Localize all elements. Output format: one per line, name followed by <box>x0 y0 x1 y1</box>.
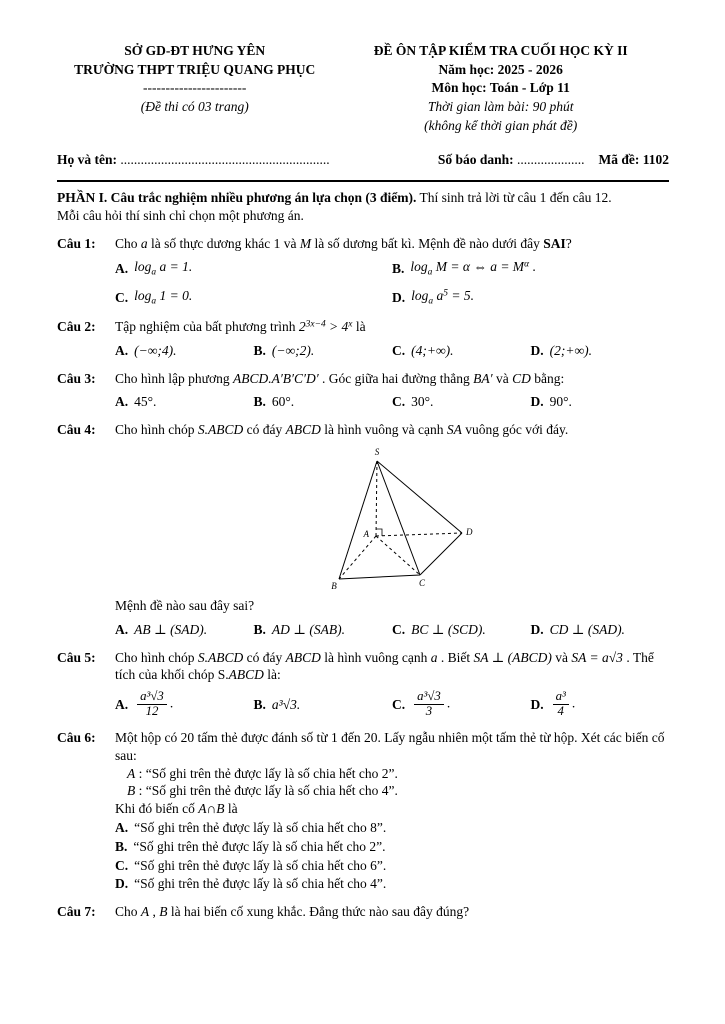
header-divider-dashes: ----------------------- <box>142 80 247 96</box>
part1-heading-line2: Mỗi câu hỏi thí sinh chỉ chọn một phương án. <box>57 207 304 223</box>
option-label: A. <box>115 342 129 358</box>
question-1 <box>57 235 669 308</box>
question-5-number: Câu 5: <box>57 649 96 665</box>
vertex-label-a: A <box>363 528 369 539</box>
q6-option-c <box>115 857 669 875</box>
option-text: $\log_a 1 = 0$. <box>134 288 193 307</box>
option-text: AD ⊥ (SAB). <box>271 621 345 637</box>
option-text: 90°. <box>549 394 572 410</box>
question-6-number: Câu 6: <box>57 729 96 745</box>
option-text: (−∞;2). <box>271 342 315 358</box>
q6-option-a <box>115 819 669 837</box>
part1-heading <box>57 189 669 225</box>
option-text: $\log_a a = 1$. <box>134 259 193 278</box>
candidate-number-label: Số báo danh: <box>437 152 514 168</box>
question-1-options <box>115 258 669 308</box>
option-text: 30°. <box>411 394 434 410</box>
question-6-subtext: Khi đó biến cố A∩B là <box>115 801 238 817</box>
school-year: Năm học: 2025 - 2026 <box>438 61 563 77</box>
q6-option-b <box>115 838 669 856</box>
question-4-subtext: Mệnh đề nào sau đây sai? <box>115 597 255 613</box>
vertex-label-b: B <box>331 580 337 591</box>
option-text: (−∞;4). <box>134 342 177 358</box>
option-text: $\frac{\text{a³√3}}{12}$ . <box>134 690 173 719</box>
option-label: D. <box>392 289 406 305</box>
option-label: A. <box>115 621 129 637</box>
name-dotted-line: .............................................................. <box>120 152 330 168</box>
question-7 <box>57 903 669 921</box>
q2-option-c <box>392 342 531 360</box>
question-1-number: Câu 1: <box>57 235 96 251</box>
question-3-options <box>115 393 669 411</box>
candidate-number-dotted-line: .................... <box>517 152 585 168</box>
school-name: TRƯỜNG THPT TRIỆU QUANG PHỤC <box>74 61 316 77</box>
option-text: AB ⊥ (SAD). <box>134 621 208 637</box>
right-angle-marker <box>376 529 382 536</box>
pyramid-solid-edges <box>339 461 462 579</box>
duration-note: (không kể thời gian phát đề) <box>424 117 578 133</box>
option-label: B. <box>253 342 266 358</box>
option-text: (2;+∞). <box>549 342 592 358</box>
q2-option-b <box>254 342 393 360</box>
option-text: (4;+∞). <box>411 342 454 358</box>
pyramid-dashed-edges <box>339 461 462 579</box>
info-right <box>438 151 669 169</box>
q4-option-b <box>254 621 393 639</box>
option-text: “Số ghi trên thẻ được lấy là số chia hết cho 8”. <box>134 819 387 835</box>
option-text: BC ⊥ (SCD). <box>411 621 486 637</box>
subject-line: Môn học: Toán - Lớp 11 <box>431 80 570 96</box>
option-text: $\log_a a^5 = 5$. <box>411 288 474 307</box>
option-label: B. <box>253 394 266 410</box>
exam-header <box>57 42 669 135</box>
option-label: B. <box>253 696 266 712</box>
vertex-label-d: D <box>466 526 473 537</box>
question-4-text: Cho hình chóp S.ABCD có đáy ABCD là hình vuông và cạnh SA vuông góc với đáy. <box>115 422 569 438</box>
q4-option-a <box>115 621 254 639</box>
option-label: B. <box>115 838 128 854</box>
question-6 <box>57 729 669 893</box>
option-label: C. <box>392 621 406 637</box>
q5-option-b <box>254 690 393 719</box>
option-text: CD ⊥ (SAD). <box>549 621 625 637</box>
question-5-body <box>115 649 669 719</box>
option-label: D. <box>530 621 544 637</box>
question-3-number: Câu 3: <box>57 370 96 386</box>
option-label: D. <box>530 342 544 358</box>
option-label: A. <box>115 260 129 276</box>
option-label: A. <box>115 819 129 835</box>
question-5-options <box>115 690 669 719</box>
option-label: D. <box>530 696 544 712</box>
q1-option-c <box>115 287 392 308</box>
q4-option-d <box>531 621 670 639</box>
q5-option-c <box>392 690 531 719</box>
option-label: C. <box>115 857 129 873</box>
header-right <box>332 42 669 135</box>
question-6-event-a: A : “Số ghi trên thẻ được lấy là số chia hết cho 2”. <box>127 765 398 781</box>
candidate-number-field <box>438 151 585 169</box>
option-text: $\frac{\text{a³}}{4}$ . <box>550 690 576 719</box>
part1-heading-normal: Thí sinh trả lời từ câu 1 đến câu 12. <box>416 189 612 205</box>
question-6-event-b: B : “Số ghi trên thẻ được lấy là số chia hết cho 4”. <box>127 783 398 799</box>
q1-option-d <box>392 287 669 308</box>
question-3-body <box>115 370 669 412</box>
question-7-text: Cho A , B là hai biến cố xung khắc. Đẳng thức nào sau đây đúng? <box>115 904 470 920</box>
duration-line: Thời gian làm bài: 90 phút <box>427 98 574 114</box>
question-4-body <box>115 421 669 638</box>
exam-title: ĐỀ ÔN TẬP KIỂM TRA CUỐI HỌC KỲ II <box>373 43 628 58</box>
question-4-number: Câu 4: <box>57 422 96 438</box>
question-5-text: Cho hình chóp S.ABCD có đáy ABCD là hình vuông cạnh a . Biết SA ⊥ (ABCD) và SA = a√3 . Thể tích của khối chóp S.ABCD là: <box>115 649 654 683</box>
pyramid-figure-wrap <box>320 445 669 595</box>
option-text: “Số ghi trên thẻ được lấy là số chia hết cho 6”. <box>134 857 387 873</box>
option-label: A. <box>115 394 129 410</box>
q4-option-c <box>392 621 531 639</box>
name-label: Họ và tên: <box>57 152 117 168</box>
option-label: B. <box>253 621 266 637</box>
option-text: a³√3. <box>271 696 301 712</box>
option-text: $\frac{\text{a³√3}}{3}$ . <box>411 690 450 719</box>
header-left <box>57 42 332 135</box>
q6-option-d <box>115 875 669 893</box>
q5-option-a <box>115 690 254 719</box>
question-2-body <box>115 318 669 360</box>
q1-option-b <box>392 258 669 279</box>
option-text: “Số ghi trên thẻ được lấy là số chia hết cho 2”. <box>133 838 386 854</box>
option-label: B. <box>392 260 405 276</box>
option-text: “Số ghi trên thẻ được lấy là số chia hết cho 4”. <box>134 876 387 892</box>
question-7-number: Câu 7: <box>57 904 96 920</box>
question-2-number: Câu 2: <box>57 318 96 334</box>
option-label: D. <box>530 394 544 410</box>
question-2-options <box>115 342 669 360</box>
vertex-label-s: S <box>374 446 380 457</box>
name-field <box>57 151 330 169</box>
question-4-options <box>115 621 669 639</box>
question-4 <box>57 421 669 638</box>
question-3 <box>57 370 669 412</box>
q3-option-a <box>115 393 254 411</box>
option-label: C. <box>392 342 406 358</box>
option-label: C. <box>392 696 406 712</box>
question-5 <box>57 649 669 719</box>
option-text: 45°. <box>134 394 157 410</box>
question-6-text: Một hộp có 20 tấm thẻ được đánh số từ 1 đến 20. Lấy ngẫu nhiên một tấm thẻ từ hộp. Xét các biến cố sau: <box>115 729 665 763</box>
q5-option-d <box>531 690 670 719</box>
department-name: SỞ GD-ĐT HƯNG YÊN <box>124 43 266 58</box>
q2-option-d <box>531 342 670 360</box>
pages-note: (Đề thi có 03 trang) <box>140 98 249 114</box>
question-3-text: Cho hình lập phương ABCD.A′B′C′D′ . Góc giữa hai đường thẳng BA′ và CD bằng: <box>115 370 565 386</box>
option-label: A. <box>115 696 129 712</box>
candidate-info-row <box>57 151 669 169</box>
question-2 <box>57 318 669 360</box>
question-1-body <box>115 235 669 308</box>
option-text: $\log_a M = \alpha$ ⇔ $a = M^\alpha$ . <box>410 259 536 278</box>
question-6-body <box>115 729 669 893</box>
exam-code: Mã đề: 1102 <box>598 152 669 168</box>
q3-option-b <box>254 393 393 411</box>
q3-option-d <box>531 393 670 411</box>
header-separator-rule <box>57 180 669 182</box>
question-7-body <box>115 903 669 921</box>
option-text: 60°. <box>271 394 295 410</box>
question-1-text: Cho a là số thực dương khác 1 và M là số dương bất kì. Mệnh đề nào dưới đây SAI? <box>115 235 572 251</box>
question-6-options <box>115 819 669 893</box>
pyramid-figure <box>320 445 480 595</box>
option-label: D. <box>115 876 129 892</box>
q1-option-a <box>115 258 392 279</box>
option-label: C. <box>392 394 406 410</box>
option-label: C. <box>115 289 129 305</box>
vertex-label-c: C <box>418 577 426 588</box>
q2-option-a <box>115 342 254 360</box>
part1-heading-bold: PHẦN I. Câu trắc nghiệm nhiều phương án lựa chọn (3 điểm). <box>57 189 417 205</box>
q3-option-c <box>392 393 531 411</box>
question-2-text: Tập nghiệm của bất phương trình $2^{3x-4} > 4^x$ là <box>115 318 366 334</box>
